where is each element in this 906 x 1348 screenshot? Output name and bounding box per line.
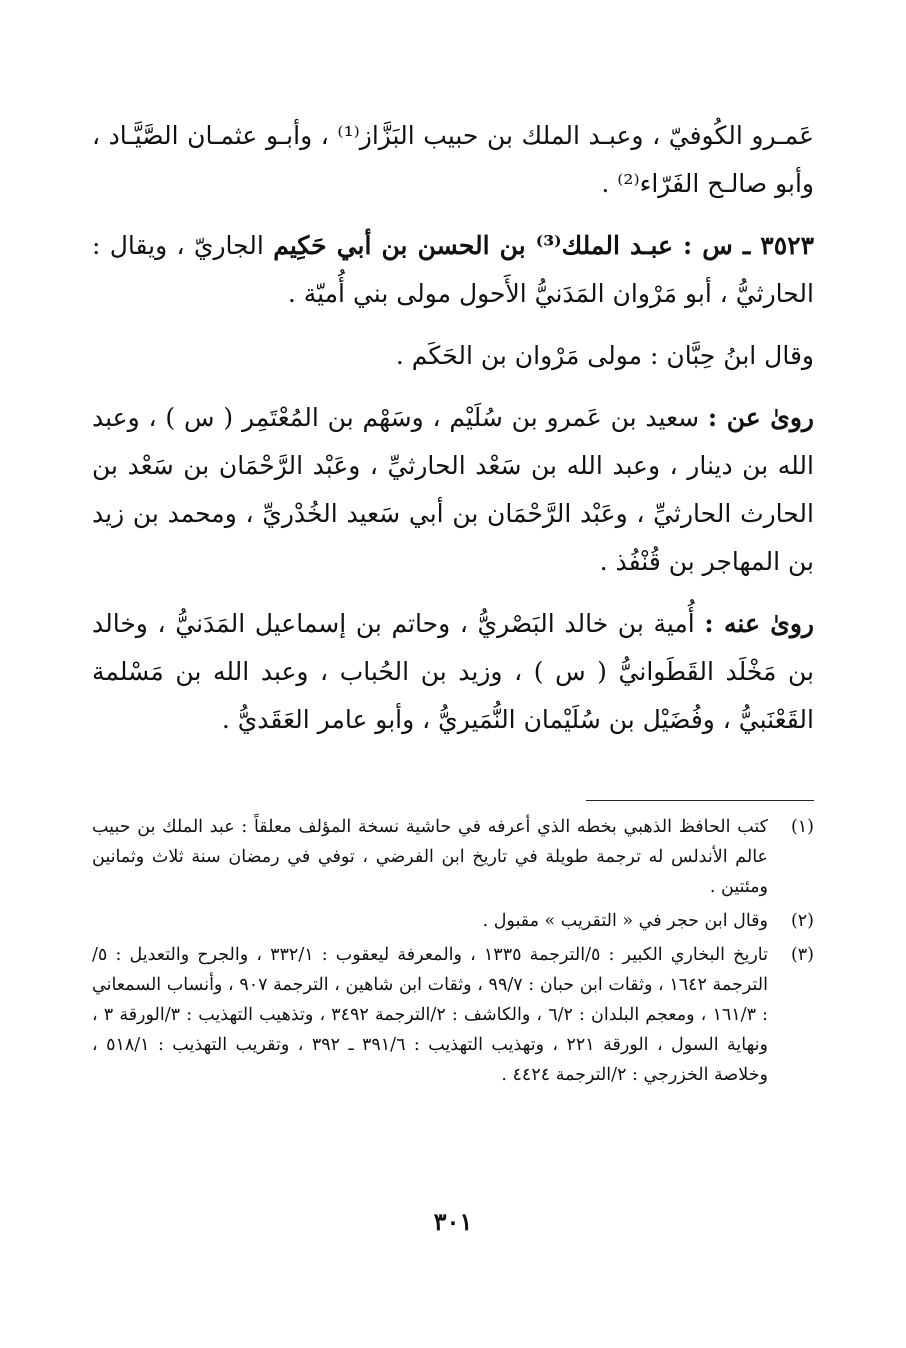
footnote-number: (٢) [790, 911, 814, 931]
footnote [92, 940, 814, 1090]
entry-text: الجاريّ ، ويقال : الحارثيُّ ، أبو مَرْوان المَدَنيُّ الأَحول مولى بني أُميّة . [92, 231, 814, 308]
footnotes [92, 812, 814, 1094]
paragraph-ibn-hibban: وقال ابنُ حِبَّان : مولى مَرْوان بن الحَكَم . [395, 341, 814, 370]
paragraph-narrated-from [92, 394, 814, 586]
footnote-divider [586, 800, 814, 801]
narrated-from-label: روىٰ عن : [707, 403, 815, 432]
footnote-text: وقال ابن حجر في « التقريب » مقبول . [482, 911, 768, 931]
narrated-from-text: سعيد بن عَمرو بن سُلَيْم ، وسَهْم بن المُعْتَمِر ( س ) ، وعبد الله بن دينار ، وعبد الله بن سَعْد الحارثيِّ ، وعَبْد الرَّحْمَان بن سَعْد بن الحارث الحارثيِّ ، وعَبْد الرَّحْمَان بن أبي سَعيد الخُدْريِّ ، ومحمد بن زيد بن المهاجر بن قُنْفُذ . [92, 403, 814, 576]
footnote [92, 906, 814, 936]
footnote-number: (٣) [790, 945, 814, 965]
paragraph-narrated-by [92, 600, 814, 744]
footnote [92, 812, 814, 902]
narrated-by-text: أُمية بن خالد البَصْريُّ ، وحاتم بن إسماعيل المَدَنيُّ ، وخالد بن مَخْلَد القَطَوانيُّ ( س ) ، وزيد بن الحُباب ، وعبد الله بن مَسْلمة القَعْنَبيُّ ، وفُضَيْل بن سُلَيْمان النُّمَيريُّ ، وأبو عامر العَقَديُّ . [92, 609, 814, 734]
page-number: ٣٠١ [433, 1207, 473, 1236]
main-text [92, 112, 814, 758]
biography-entry [92, 222, 814, 318]
paragraph-continuation: عَمـرو الكُوفيّ ، وعبـد الملك بن حبيب البَزَّاز⁽¹⁾ ، وأبـو عثمـان الصَّيَّـاد ، وأبو صالـح الفَرّاء⁽²⁾ . [92, 121, 814, 198]
narrated-by-label: روىٰ عنه : [704, 609, 814, 638]
footnote-text: كتب الحافظ الذهبي بخطه الذي أعرفه في حاشية نسخة المؤلف معلقاً : عبد الملك بن حبيب عالم الأندلس له ترجمة طويلة في تاريخ ابن الفرضي ، توفي في رمضان سنة ثلاث وثمانين ومئتين . [92, 817, 768, 897]
footnote-number: (١) [790, 817, 814, 837]
entry-heading: ٣٥٢٣ ـ س : عبـد الملك⁽³⁾ بن الحسن بن أبي حَكِيم [273, 231, 814, 260]
footnote-text: تاريخ البخاري الكبير : ٥/الترجمة ١٣٣٥ ، والمعرفة ليعقوب : ٣٣٢/١ ، والجرح والتعديل : ٥/الترجمة ١٦٤٢ ، وثقات ابن حبان : ٩٩/٧ ، وثقات ابن شاهين ، الترجمة ٩٠٧ ، وأنساب السمعاني : ١٦١/٣ ، ومعجم البلدان : ٦/٢ ، والكاشف : ٢/الترجمة ٣٤٩٢ ، وتذهيب التهذيب : ٣/الورقة ٣ ، ونهاية السول ، الورقة ٢٢١ ، وتهذيب التهذيب : ٣٩١/٦ ـ ٣٩٢ ، وتقريب التهذيب : ٥١٨/١ ، وخلاصة الخزرجي : ٢/الترجمة ٤٤٢٤ . [92, 945, 769, 1085]
